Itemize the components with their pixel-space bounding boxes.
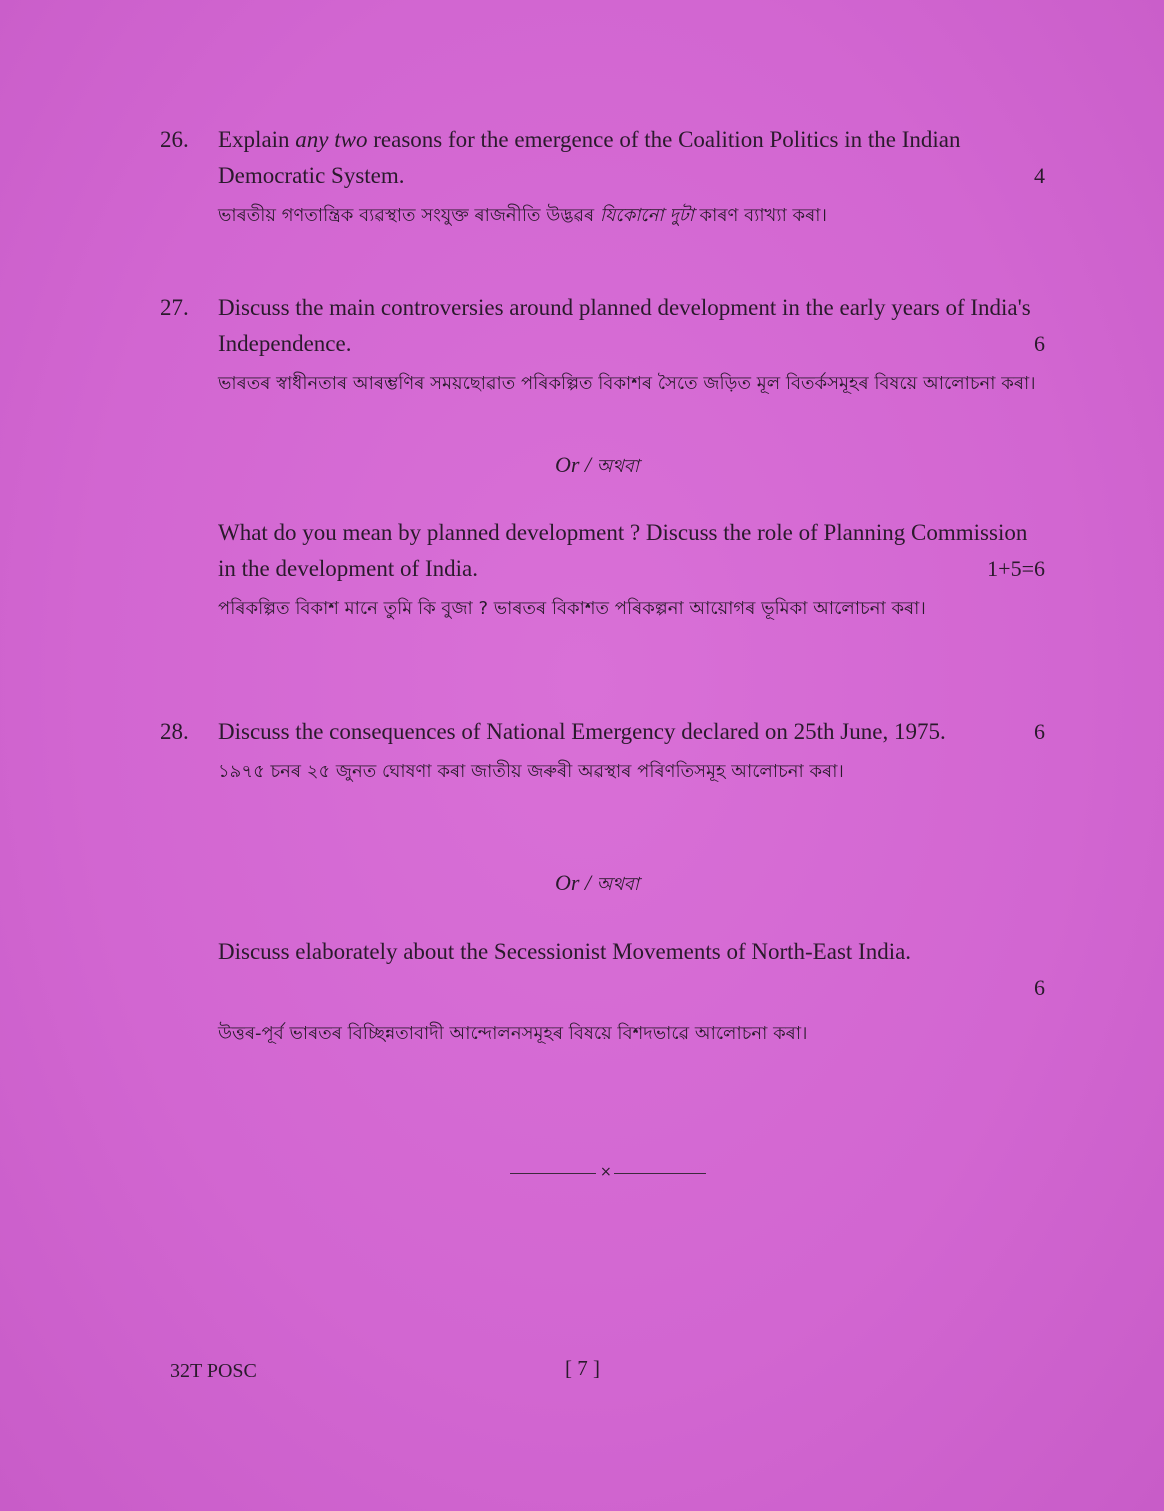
paper-code: 32T POSC xyxy=(170,1360,257,1382)
question-text-en: Explain any two reasons for the emergence of the Coalition Politics in the Indian Democratic System. 4 xyxy=(218,122,1045,194)
or-divider: Or / অথবা xyxy=(554,870,640,895)
question-28 xyxy=(160,714,1045,790)
question-26 xyxy=(160,122,1045,234)
question-text-as: ভাৰতৰ স্বাধীনতাৰ আৰম্ভণিৰ সময়ছোৱাত পৰিকল্পিত বিকাশৰ সৈতে জড়িত মূল বিতৰ্কসমূহৰ বিষয়ে আলোচনা কৰা। xyxy=(218,373,1036,394)
question-text-as: উত্তৰ-পূৰ্ব ভাৰতৰ বিচ্ছিন্নতাবাদী আন্দোলনসমূহৰ বিষয়ে বিশদভাৱে আলোচনা কৰা। xyxy=(218,1023,808,1044)
question-text-en: Discuss the main controversies around planned development in the early years of India's Independence. 6 xyxy=(218,290,1045,362)
or-divider: Or / অথবা xyxy=(554,452,640,477)
question-marks: 4 xyxy=(1034,163,1045,188)
end-of-paper-mark xyxy=(510,1160,706,1184)
question-number: 27. xyxy=(160,295,189,320)
question-number: 26. xyxy=(160,127,189,152)
cross-icon: × xyxy=(600,1164,612,1180)
question-marks: 1+5=6 xyxy=(987,556,1045,581)
question-number: 28. xyxy=(160,719,189,744)
question-text-as: পৰিকল্পিত বিকাশ মানে তুমি কি বুজা ? ভাৰতৰ বিকাশত পৰিকল্পনা আয়োগৰ ভূমিকা আলোচনা কৰা। xyxy=(218,598,926,619)
question-text-en: Discuss the consequences of National Emergency declared on 25th June, 1975. 6 xyxy=(218,714,1045,750)
question-text-en: Discuss elaborately about the Secessionist Movements of North-East India. 6 xyxy=(218,934,1045,1006)
question-marks: 6 xyxy=(1034,719,1045,744)
question-27-alternative xyxy=(160,515,1045,627)
question-marks: 6 xyxy=(1034,975,1045,1000)
question-28-alternative xyxy=(160,934,1045,1052)
question-marks: 6 xyxy=(1034,331,1045,356)
question-text-en: What do you mean by planned development ? Discuss the role of Planning Commission in the development of India. 1+5=6 xyxy=(218,515,1045,587)
page-number: [ 7 ] xyxy=(565,1356,600,1380)
question-text-as: ভাৰতীয় গণতান্ত্ৰিক ব্যৱস্থাত সংযুক্ত ৰাজনীতি উদ্ভৱৰ যিকোনো দুটা কাৰণ ব্যাখ্যা কৰা। xyxy=(218,205,827,226)
end-line-right xyxy=(614,1173,706,1174)
end-line-left xyxy=(510,1173,596,1174)
question-text-as: ১৯৭৫ চনৰ ২৫ জুনত ঘোষণা কৰা জাতীয় জৰুৰী অৱস্থাৰ পৰিণতিসমূহ আলোচনা কৰা। xyxy=(218,761,844,782)
question-27 xyxy=(160,290,1045,402)
